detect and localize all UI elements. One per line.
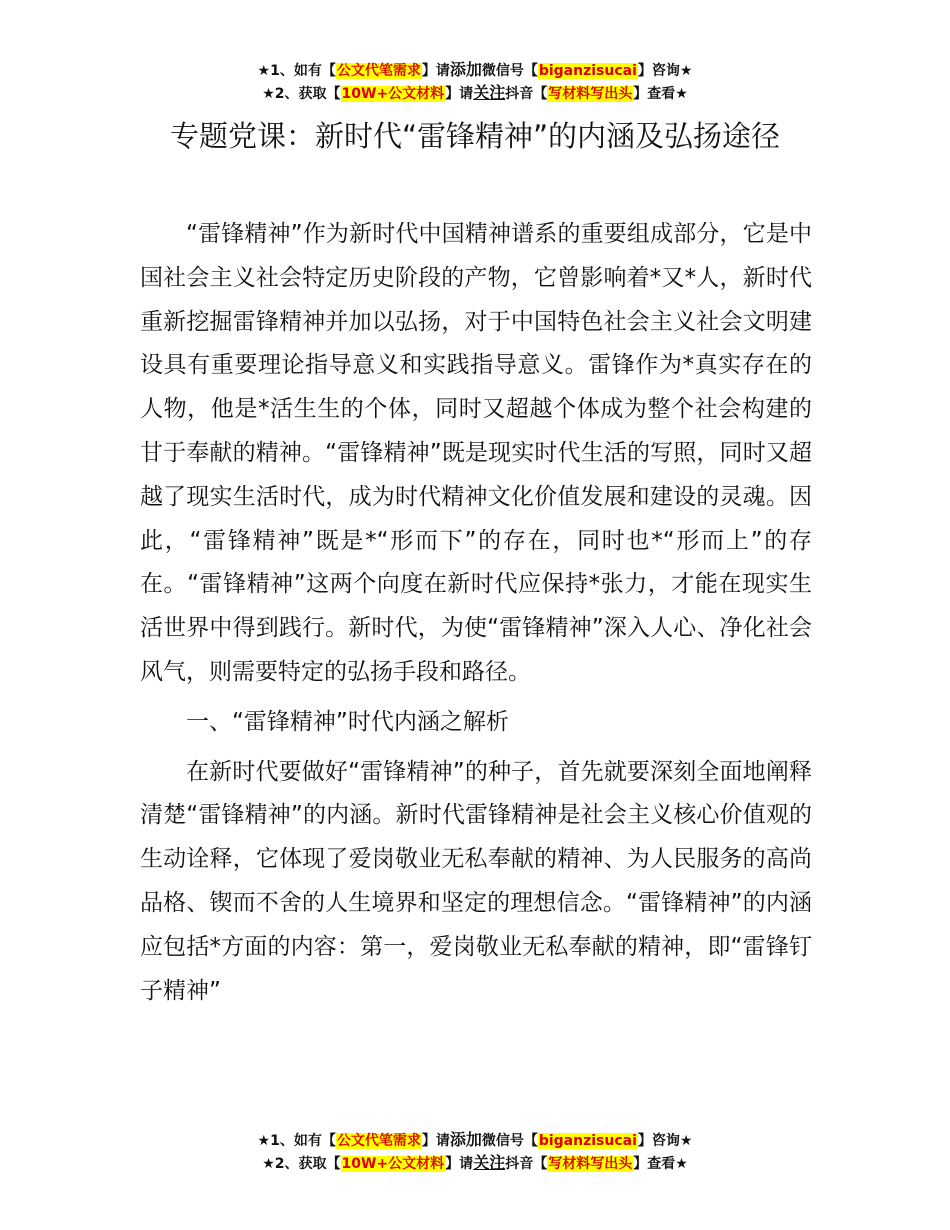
footer-banner [0, 1129, 950, 1175]
highlight-materials: 10W+公文材料 [341, 86, 445, 102]
document-body [140, 213, 812, 1013]
highlight-wechat-id: biganzisucai [538, 63, 637, 79]
paragraph-intro: “雷锋精神”作为新时代中国精神谱系的重要组成部分，它是中国社会主义社会特定历史阶段的产物，它曾影响着*又*人，新时代重新挖掘雷锋精神并加以弘扬，对于中国特色社会主义社会文明建设具有重要理论指导意义和实践指导意义。雷锋作为*真实存在的人物，他是*活生生的个体，同时又超越个体成为整个社会构建的甘于奉献的精神。“雷锋精神”既是现实时代生活的写照，同时又超越了现实生活时代，成为时代精神文化价值发展和建设的灵魂。因此，“雷锋精神”既是*“形而下”的存在，同时也*“形而上”的存在。“雷锋精神”这两个向度在新时代应保持*张力，才能在现实生活世界中得到践行。新时代，为使“雷锋精神”深入人心、净化社会风气，则需要特定的弘扬手段和路径。 [140, 221, 812, 685]
footer-highlight-wechat-id: biganzisucai [538, 1133, 637, 1149]
footer-highlight-douyin-name: 写材料写出头 [548, 1156, 633, 1172]
footer-highlight-materials: 10W+公文材料 [341, 1156, 445, 1172]
section-heading-1: 一、“雷锋精神”时代内涵之解析 [186, 708, 509, 735]
document-title: 专题党课：新时代“雷锋精神”的内涵及弘扬途径 [169, 119, 781, 153]
header-banner [0, 59, 950, 105]
footer-highlight-service: 公文代笔需求 [336, 1133, 421, 1149]
paragraph-section-1: 在新时代要做好“雷锋精神”的种子，首先就要深刻全面地阐释清楚“雷锋精神”的内涵。新时代雷锋精神是社会主义核心价值观的生动诠释，它体现了爱岗敬业无私奉献的精神、为人民服务的高尚品格、锲而不舍的人生境界和坚定的理想信念。“雷锋精神”的内涵应包括*方面的内容：第一，爱岗敬业无私奉献的精神，即“雷锋钉子精神” [140, 758, 812, 1004]
footer-line-2: ★2、获取【10W+公文材料】请关注抖音【写材料写出头】查看★ [262, 1153, 688, 1172]
banner-line-1: ★1、如有【公文代笔需求】请添加微信号【biganzisucai】咨询★ [257, 60, 693, 79]
highlight-service: 公文代笔需求 [336, 63, 421, 79]
banner-line-2: ★2、获取【10W+公文材料】请关注抖音【写材料写出头】查看★ [262, 83, 688, 102]
footer-line-1: ★1、如有【公文代笔需求】请添加微信号【biganzisucai】咨询★ [257, 1130, 693, 1149]
highlight-douyin-name: 写材料写出头 [548, 86, 633, 102]
